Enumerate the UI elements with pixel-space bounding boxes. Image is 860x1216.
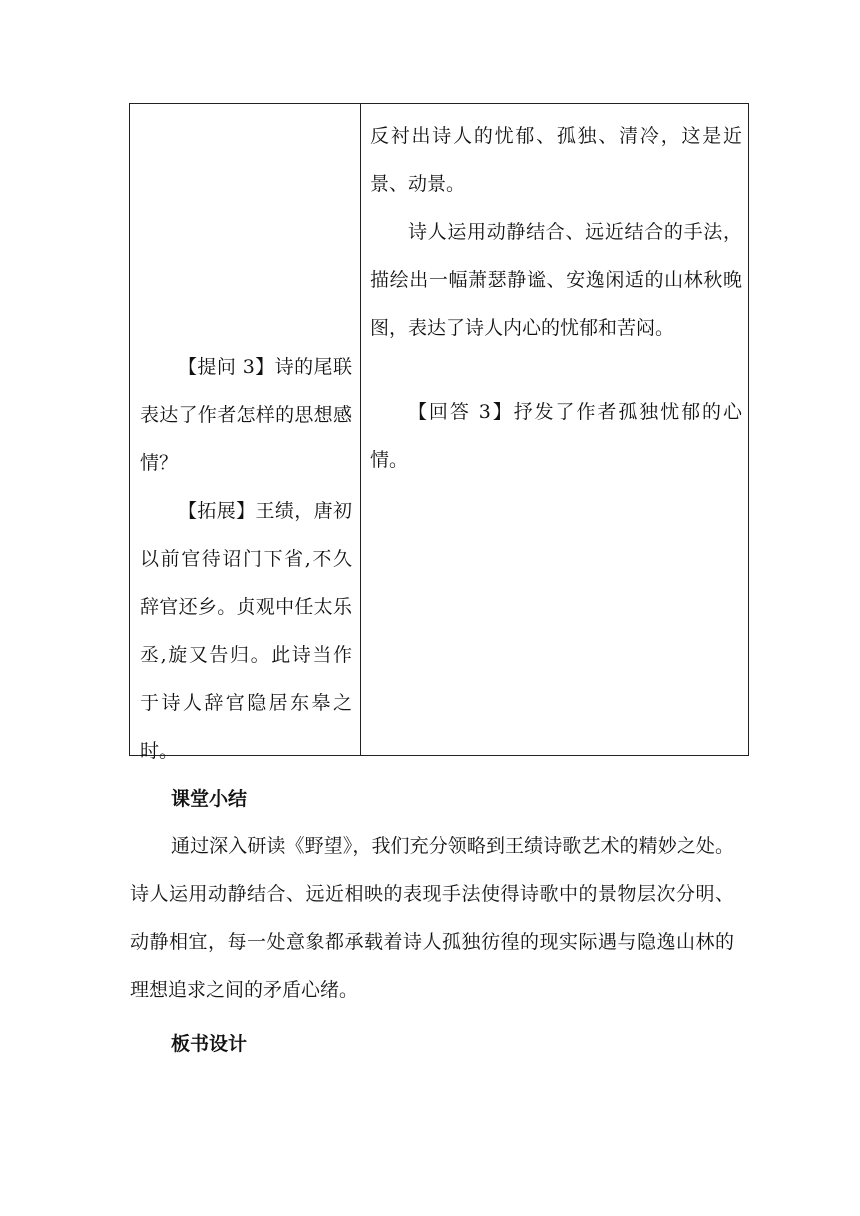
extension-text: 【拓展】王绩，唐初以前官待诏门下省,不久辞官还乡。贞观中任太乐丞,旋又告归。此诗当作于诗人辞官隐居东皋之时。 bbox=[140, 500, 352, 762]
question-3-text: 【提问 3】诗的尾联表达了作者怎样的思想感情？ bbox=[140, 356, 352, 474]
summary-heading: 课堂小结 bbox=[171, 788, 248, 810]
technique-analysis-text: 诗人运用动静结合、远近结合的手法，描绘出一幅萧瑟静谧、安逸闲适的山林秋晚图，表达了诗人内心的忧郁和苦闷。 bbox=[370, 221, 742, 339]
answer-3-text: 【回答 3】抒发了作者孤独忧郁的心情。 bbox=[370, 401, 742, 471]
student-activity-cell bbox=[361, 104, 749, 756]
imagery-continuation-text: 反衬出诗人的忧郁、孤独、清冷，这是近景、动景。 bbox=[370, 125, 742, 195]
teacher-activity-cell bbox=[130, 104, 361, 762]
table-row bbox=[130, 104, 749, 756]
board-design-heading: 板书设计 bbox=[171, 1033, 248, 1055]
lesson-table bbox=[129, 103, 749, 762]
summary-body: 通过深入研读《野望》，我们充分领略到王绩诗歌艺术的精妙之处。诗人运用动静结合、远近相映的表现手法使得诗歌中的景物层次分明、动静相宜，每一处意象都承载着诗人孤独彷徨的现实际遇与隐逸山林的理想追求之间的矛盾心绪。 bbox=[130, 835, 734, 1001]
